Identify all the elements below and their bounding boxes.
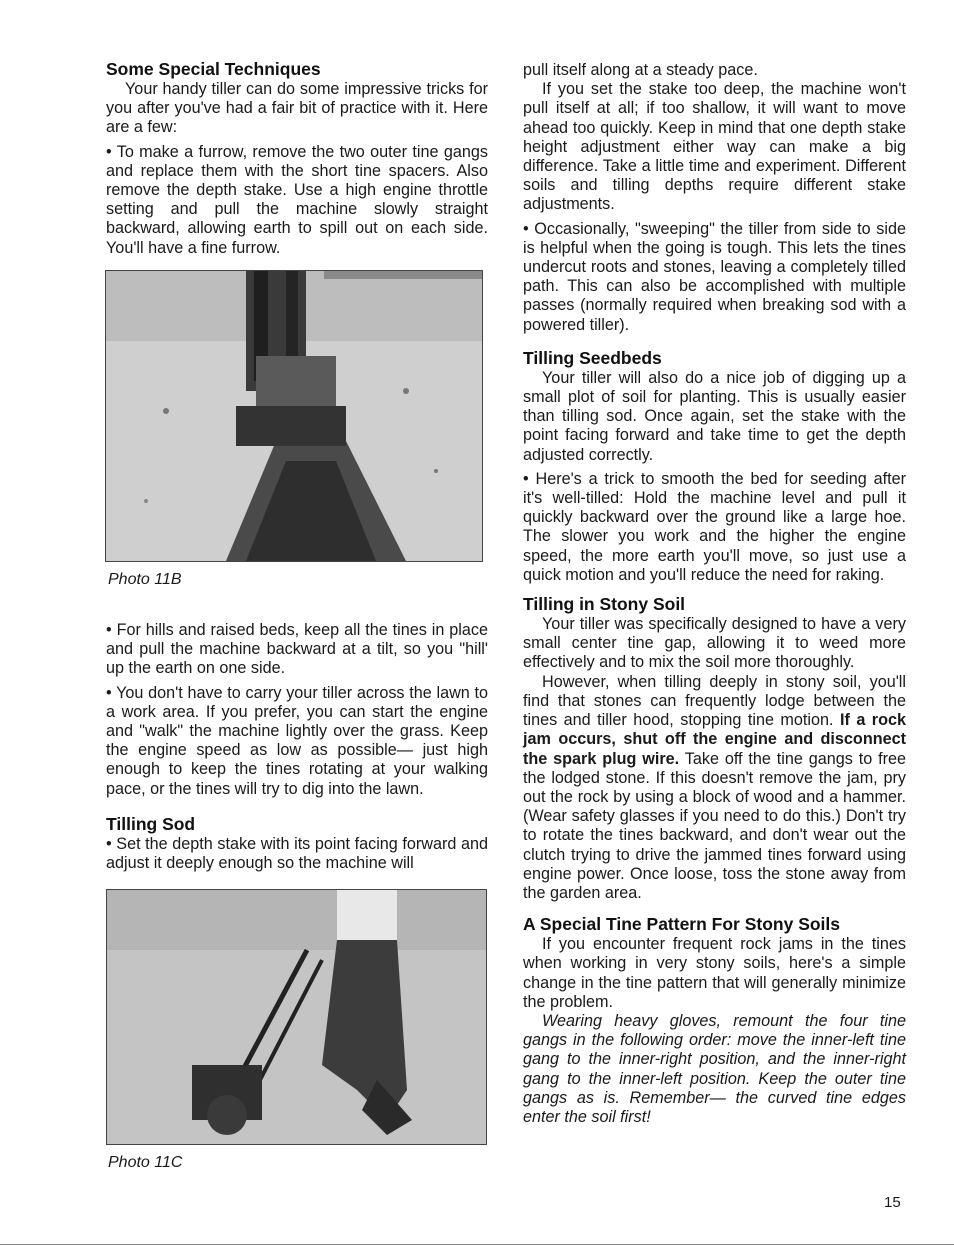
caption-11c: Photo 11C [108, 1154, 183, 1172]
smooth-bed-bullet: • Here's a trick to smooth the bed for seeding after it's well-tilled: Hold the machine level and pull it quickly backward over the ground like a large hoe. The slower you work and the higher the engine speed, the more earth you'll move, so just use a quick motion and you'll reduce the need for raking. [523, 469, 906, 584]
intro-paragraph: Your handy tiller can do some impressive tricks for you after you've had a fair bit of practice with it. Here are a few: [106, 80, 488, 137]
stony-text-a: However, when tilling deeply in stony soil, you'll find that stones can frequently lodge between the tines and tiller hood, stopping tine motion. [523, 672, 906, 730]
right-column [523, 58, 906, 1127]
lawn-bullet: • You don't have to carry your tiller across the lawn to a work area. If you prefer, you can start the engine and "walk" the machine lightly over the grass. Keep the engine speed as low as possible— just high enough to keep the tines rotating at your walking pace, or the tines will try to dig into the lawn. [106, 683, 488, 798]
tiller-lawn-illustration [107, 890, 486, 1144]
tine-pattern-instructions: Wearing heavy gloves, remount the four tine gangs in the following order: move the inner-left tine gang to the inner-right position, and the inner-right gang to the inner-left position. Keep the outer tine gangs as is. Remember— the curved tine edges enter the soil first! [523, 1011, 906, 1126]
pull-paragraph: pull itself along at a steady pace. [523, 61, 758, 79]
photo-11b [105, 270, 483, 562]
heading-tilling-seedbeds: Tilling Seedbeds [523, 347, 662, 368]
heading-stony-soil: Tilling in Stony Soil [523, 594, 686, 615]
seedbeds-paragraph: Your tiller will also do a nice job of digging up a small plot of soil for planting. This is usually easier than tilling sod. Once again, set the stake with the point facing forward and take time to get the depth adjusted correctly. [523, 368, 906, 464]
heading-tine-pattern: A Special Tine Pattern For Stony Soils [523, 914, 841, 935]
left-column [106, 58, 488, 1172]
tine-pattern-paragraph: If you encounter frequent rock jams in the tines when working in very stony soils, here's a simple change in the tine pattern that will generally minimize the problem. [523, 935, 906, 1011]
hills-bullet: • For hills and raised beds, keep all the tines in place and pull the machine backward at a tilt, so you "hill' up the earth on one side. [106, 621, 488, 678]
furrow-bullet: • To make a furrow, remove the two outer tine gangs and replace them with the short tine spacers. Also remove the depth stake. Use a high engine throttle setting and pull the machine slowly straight backward, allowing earth to spill out on each side. You'll have a fine furrow. [106, 142, 488, 257]
caption-11b: Photo 11B [108, 570, 182, 588]
photo-11c [106, 889, 487, 1145]
stony-paragraph-1: Your tiller was specifically designed to have a very small center tine gap, allowing it to weed more effectively and to mix the soil more thoroughly. [523, 615, 906, 672]
sweeping-bullet: • Occasionally, "sweeping" the tiller from side to side is helpful when the going is tough. This lets the tines undercut roots and stones, leaving a completely tilled path. This can also be accomplished with multiple passes (normally required when breaking sod with a powered tiller). [523, 219, 906, 334]
stony-paragraph-2 [523, 673, 906, 903]
sod-bullet: • Set the depth stake with its point facing forward and adjust it deeply enough so the machine will [106, 834, 488, 873]
warning-text: If a rock jam occurs, shut off the engine and disconnect the spark plug wire. [523, 711, 906, 768]
page-number: 15 [884, 1194, 901, 1211]
heading-tilling-sod: Tilling Sod [106, 813, 196, 834]
bottom-rule [0, 1244, 954, 1245]
heading-special-techniques: Some Special Techniques [106, 59, 321, 79]
stake-depth-paragraph: If you set the stake too deep, the machine won't pull itself at all; if too shallow, it will want to move ahead too quickly. Keep in mind that one depth stake height adjustment either way can make a big difference. Take a little time and experiment. Different soils and tilling depths require different stake adjustments. [523, 80, 906, 214]
stony-text-b: Take off the tine gangs to free the lodged stone. If this doesn't remove the jam, pry out the rock by using a block of wood and a hammer. (Wear safety glasses if you need to do this.) Don't try to rotate the tines backward, and don't wear out the clutch trying to drive the jammed tines forward using engine power. Once loose, toss the stone away from the garden area. [523, 749, 906, 902]
tiller-furrow-illustration [106, 271, 482, 561]
